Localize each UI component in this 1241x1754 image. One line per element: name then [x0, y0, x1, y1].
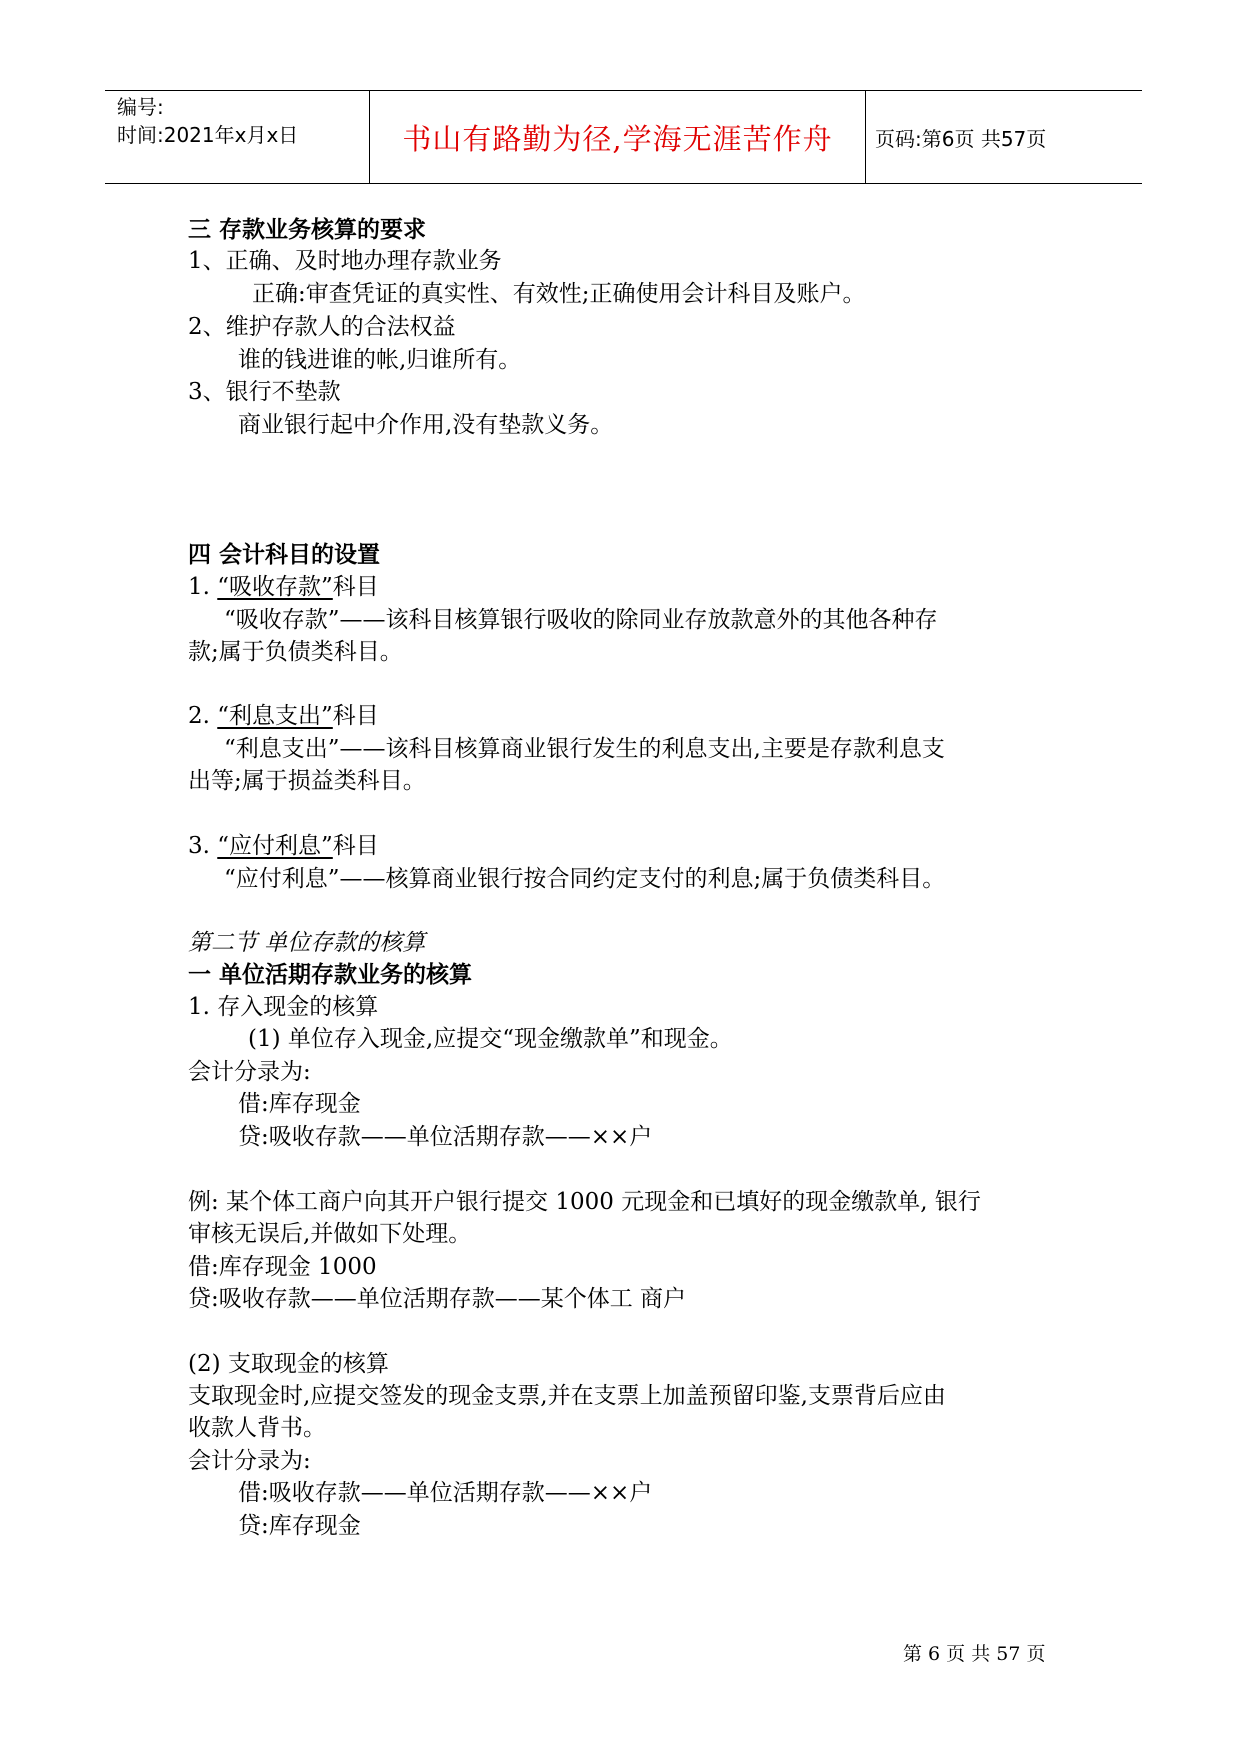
credit-entry: 贷:吸收存款——单位活期存款——××户	[238, 1124, 653, 1150]
subject-suffix: 科目	[332, 833, 379, 859]
header-motto: 书山有路勤为径,学海无涯苦作舟	[402, 122, 833, 156]
sec3-item-2: 2、维护存款人的合法权益	[188, 314, 456, 340]
subject-suffix: 科目	[332, 703, 379, 729]
sec4-subject-1-body: “吸收存款”——该科目核算银行吸收的除同业存放款意外的其他各种存	[224, 607, 938, 633]
subject-name: “吸收存款”	[217, 574, 333, 600]
subject-number: 3.	[188, 833, 210, 859]
sec4-subject-2-body: “利息支出”——该科目核算商业银行发生的利息支出,主要是存款利息支	[224, 736, 945, 762]
header-divider	[865, 91, 866, 183]
example-line-1: 例: 某个体工商户向其开户银行提交 1000 元现金和已填好的现金缴款单, 银行	[188, 1189, 981, 1215]
header-left	[117, 93, 298, 149]
section2-item-1: 1. 存入现金的核算	[188, 994, 379, 1020]
section2-para-2: (2) 支取现金的核算	[188, 1351, 389, 1377]
subject-suffix: 科目	[332, 574, 379, 600]
sec4-subject-3	[188, 831, 379, 861]
sec3-item-2-body: 谁的钱进谁的帐,归谁所有。	[238, 347, 522, 373]
sec3-item-3-body: 商业银行起中介作用,没有垫款义务。	[238, 412, 614, 438]
example-credit: 贷:吸收存款——单位活期存款——某个体工 商户	[188, 1286, 687, 1312]
credit-entry: 贷:库存现金	[238, 1513, 361, 1539]
sec4-subject-3-body: “应付利息”——核算商业银行按合同约定支付的利息;属于负债类科目。	[224, 866, 946, 892]
example-line-2: 审核无误后,并做如下处理。	[188, 1221, 472, 1247]
section2-para-2-body: 支取现金时,应提交签发的现金支票,并在支票上加盖预留印鉴,支票背后应由	[188, 1383, 946, 1409]
debit-entry: 借:库存现金	[238, 1091, 361, 1117]
example-debit: 借:库存现金 1000	[188, 1254, 377, 1280]
sec3-item-3: 3、银行不垫款	[188, 379, 341, 405]
subject-number: 2.	[188, 703, 210, 729]
section2-para-1: (1) 单位存入现金,应提交“现金缴款单”和现金。	[248, 1026, 733, 1052]
number-label: 编号:	[117, 95, 164, 119]
sec3-item-1-body: 正确:审查凭证的真实性、有效性;正确使用会计科目及账户。	[252, 281, 866, 307]
section2-title: 第二节 单位存款的核算	[188, 930, 426, 956]
sec4-title: 四 会计科目的设置	[188, 542, 381, 568]
entry-label: 会计分录为:	[188, 1448, 311, 1474]
debit-entry: 借:吸收存款——单位活期存款——××户	[238, 1480, 653, 1506]
subject-name: “利息支出”	[217, 703, 333, 729]
header-page-label: 页码:第6页 共57页	[875, 127, 1047, 151]
sec3-item-1: 1、正确、及时地办理存款业务	[188, 248, 502, 274]
subject-number: 1.	[188, 574, 210, 600]
section2-para-2-body-cont: 收款人背书。	[188, 1415, 326, 1441]
sec4-subject-2	[188, 701, 379, 731]
sec4-subject-2-body-cont: 出等;属于损益类科目。	[188, 768, 426, 794]
entry-label: 会计分录为:	[188, 1059, 311, 1085]
subject-name: “应付利息”	[217, 833, 333, 859]
time-label: 时间:2021年x月x日	[117, 123, 299, 147]
page-header	[105, 90, 1142, 184]
sec3-title: 三 存款业务核算的要求	[188, 217, 427, 243]
section2-heading-1: 一 单位活期存款业务的核算	[188, 962, 473, 988]
sec4-subject-1-body-cont: 款;属于负债类科目。	[188, 639, 403, 665]
page-footer: 第 6 页 共 57 页	[903, 1643, 1046, 1665]
sec4-subject-1	[188, 572, 379, 602]
